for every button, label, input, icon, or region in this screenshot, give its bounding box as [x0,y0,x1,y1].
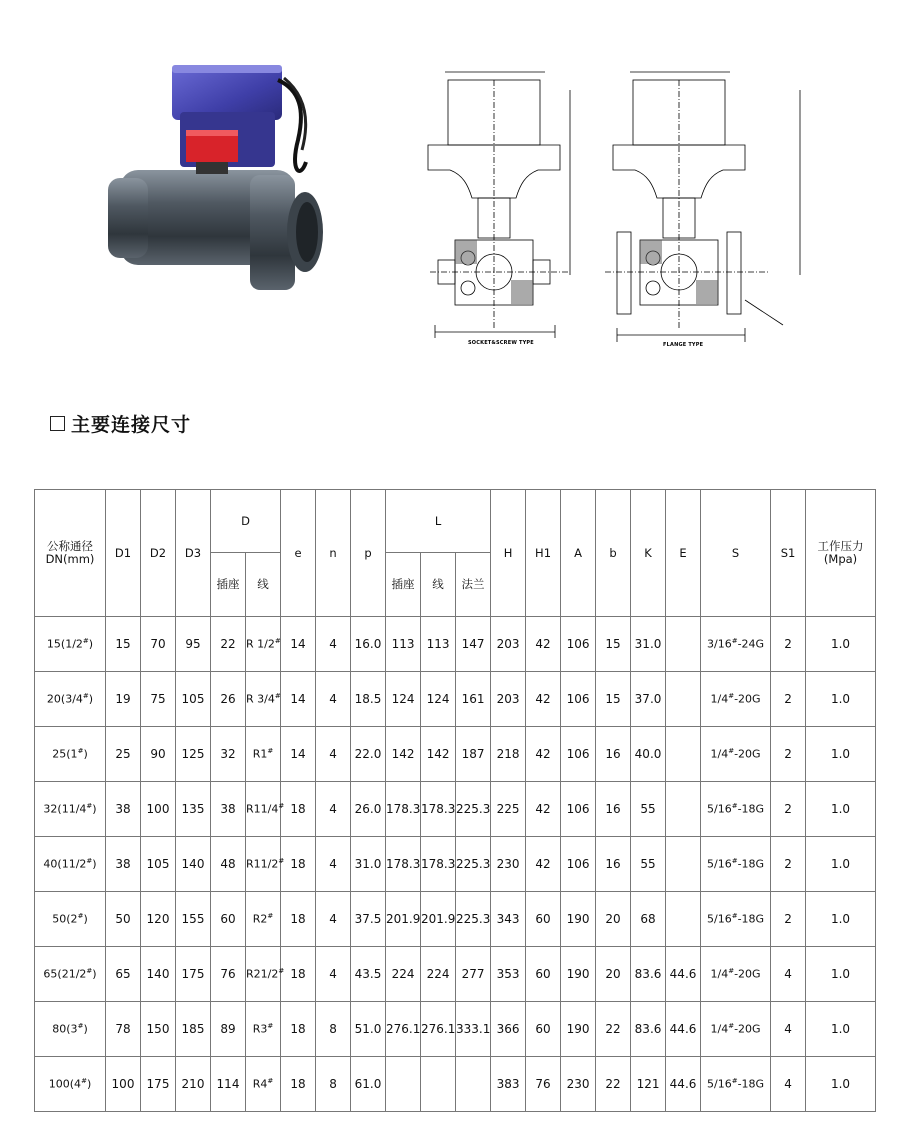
cell-d2: 90 [141,727,176,782]
cell-n: 4 [316,617,351,672]
table-row [35,892,876,947]
cell-h1: 60 [526,947,561,1002]
header-l-flange: 法兰 [456,553,491,617]
cell-p: 31.0 [351,837,386,892]
header-d-thread: 线 [246,553,281,617]
cell-e: 18 [281,782,316,837]
cell-d1: 50 [106,892,141,947]
cell-p: 22.0 [351,727,386,782]
cell-ls: 113 [386,617,421,672]
cell-h1: 76 [526,1057,561,1112]
cell-ee [666,672,701,727]
table-row [35,947,876,1002]
cell-h1: 42 [526,727,561,782]
cell-h: 218 [491,727,526,782]
cell-pr: 1.0 [806,727,876,782]
cell-k: 37.0 [631,672,666,727]
cell-dn: 20(3/4#) [35,672,106,727]
socket-screw-type-drawing [420,60,590,350]
cell-d2: 105 [141,837,176,892]
cell-lt: 201.9 [421,892,456,947]
cell-lt: 224 [421,947,456,1002]
cell-lf: 187 [456,727,491,782]
cell-a: 230 [561,1057,596,1112]
cell-p: 51.0 [351,1002,386,1057]
cell-a: 190 [561,1002,596,1057]
cell-h: 383 [491,1057,526,1112]
cell-lf: 333.1 [456,1002,491,1057]
cell-d1: 25 [106,727,141,782]
cell-ds: 48 [211,837,246,892]
cell-d3: 135 [176,782,211,837]
cell-d3: 105 [176,672,211,727]
cell-lf: 161 [456,672,491,727]
cell-d1: 100 [106,1057,141,1112]
cell-k: 83.6 [631,1002,666,1057]
cell-s1: 4 [771,947,806,1002]
cell-lf: 225.3 [456,837,491,892]
cell-k: 55 [631,837,666,892]
cell-pr: 1.0 [806,837,876,892]
cell-pr: 1.0 [806,782,876,837]
valve-product-photo [100,50,330,300]
cell-b: 15 [596,672,631,727]
cell-dt: R4# [246,1057,281,1112]
cell-s: 5/16#-18G [701,892,771,947]
cell-p: 61.0 [351,1057,386,1112]
cell-pr: 1.0 [806,947,876,1002]
cell-dt: R3# [246,1002,281,1057]
cell-d3: 95 [176,617,211,672]
header-d: D [211,490,281,553]
cell-h1: 42 [526,837,561,892]
cell-h1: 60 [526,1002,561,1057]
cell-pr: 1.0 [806,1002,876,1057]
cell-n: 4 [316,727,351,782]
cell-dt: R11/2# [246,837,281,892]
cell-h: 203 [491,617,526,672]
cell-b: 16 [596,782,631,837]
cell-pr: 1.0 [806,1057,876,1112]
cell-ee: 44.6 [666,1002,701,1057]
header-e-upper: E [666,490,701,617]
table-row [35,782,876,837]
cell-a: 106 [561,727,596,782]
cell-s: 5/16#-18G [701,1057,771,1112]
cell-s1: 2 [771,837,806,892]
cell-h: 230 [491,837,526,892]
cell-ds: 60 [211,892,246,947]
cell-e: 18 [281,1002,316,1057]
cell-ls: 178.3 [386,782,421,837]
cell-ee [666,617,701,672]
cell-lt: 124 [421,672,456,727]
cell-dn: 40(11/2#) [35,837,106,892]
cell-h1: 42 [526,617,561,672]
cell-e: 14 [281,727,316,782]
cell-p: 26.0 [351,782,386,837]
header-d3: D3 [176,490,211,617]
cell-s1: 2 [771,892,806,947]
header-l: L [386,490,491,553]
cell-lf [456,1057,491,1112]
cell-k: 55 [631,782,666,837]
cell-s: 1/4#-20G [701,1002,771,1057]
cell-n: 8 [316,1002,351,1057]
header-b: b [596,490,631,617]
cell-s1: 2 [771,782,806,837]
cell-h1: 42 [526,782,561,837]
cell-s1: 4 [771,1002,806,1057]
cell-ee: 44.6 [666,947,701,1002]
header-h1: H1 [526,490,561,617]
cell-ds: 38 [211,782,246,837]
cell-h: 343 [491,892,526,947]
cell-e: 14 [281,672,316,727]
cell-dn: 25(1#) [35,727,106,782]
cell-lf: 277 [456,947,491,1002]
cell-s: 5/16#-18G [701,782,771,837]
cell-a: 106 [561,837,596,892]
cell-s1: 2 [771,617,806,672]
cell-n: 4 [316,892,351,947]
cell-d3: 210 [176,1057,211,1112]
cell-s: 3/16#-24G [701,617,771,672]
header-h: H [491,490,526,617]
cell-b: 16 [596,727,631,782]
flange-type-drawing [605,60,815,350]
header-l-socket: 插座 [386,553,421,617]
cell-ds: 26 [211,672,246,727]
cell-dn: 32(11/4#) [35,782,106,837]
cell-ds: 32 [211,727,246,782]
cell-s: 1/4#-20G [701,727,771,782]
header-s: S [701,490,771,617]
table-row [35,1057,876,1112]
flange-type-caption: FLANGE TYPE [663,342,704,348]
cell-h1: 60 [526,892,561,947]
cell-n: 4 [316,672,351,727]
socket-screw-caption: SOCKET&SCREW TYPE [468,340,534,346]
cell-dt: R21/2# [246,947,281,1002]
cell-lt: 276.1 [421,1002,456,1057]
cell-ee [666,837,701,892]
cell-dn: 100(4#) [35,1057,106,1112]
cell-dn: 65(21/2#) [35,947,106,1002]
cell-ls: 276.1 [386,1002,421,1057]
table-row [35,672,876,727]
cell-b: 20 [596,892,631,947]
cell-b: 16 [596,837,631,892]
cell-n: 4 [316,782,351,837]
cell-lt: 113 [421,617,456,672]
cell-ls: 124 [386,672,421,727]
dimensions-table [34,489,876,1112]
header-pressure: 工作压力 (Mpa) [806,490,876,617]
cell-pr: 1.0 [806,892,876,947]
cell-a: 106 [561,617,596,672]
cell-ls: 142 [386,727,421,782]
cell-a: 190 [561,947,596,1002]
cell-ls: 178.3 [386,837,421,892]
cell-e: 18 [281,892,316,947]
cell-d1: 15 [106,617,141,672]
cell-p: 43.5 [351,947,386,1002]
cell-ee [666,782,701,837]
cell-d3: 140 [176,837,211,892]
cell-e: 14 [281,617,316,672]
cell-k: 40.0 [631,727,666,782]
cell-d2: 175 [141,1057,176,1112]
cell-d2: 150 [141,1002,176,1057]
header-l-thread: 线 [421,553,456,617]
cell-k: 68 [631,892,666,947]
cell-h: 366 [491,1002,526,1057]
header-d1: D1 [106,490,141,617]
cell-p: 18.5 [351,672,386,727]
cell-d1: 78 [106,1002,141,1057]
header-d-socket: 插座 [211,553,246,617]
cell-k: 31.0 [631,617,666,672]
cell-a: 190 [561,892,596,947]
cell-ls: 201.9 [386,892,421,947]
cell-h: 203 [491,672,526,727]
cell-pr: 1.0 [806,617,876,672]
checkbox-square-icon [50,416,65,431]
cell-s1: 2 [771,727,806,782]
cell-dt: R1# [246,727,281,782]
cell-k: 83.6 [631,947,666,1002]
cell-ee [666,892,701,947]
cell-d3: 125 [176,727,211,782]
header-s1: S1 [771,490,806,617]
cell-k: 121 [631,1057,666,1112]
cell-lf: 147 [456,617,491,672]
table-row [35,617,876,672]
cell-dn: 50(2#) [35,892,106,947]
cell-a: 106 [561,672,596,727]
cell-ls [386,1057,421,1112]
cell-h: 225 [491,782,526,837]
cell-d1: 19 [106,672,141,727]
header-n: n [316,490,351,617]
cell-d2: 120 [141,892,176,947]
cell-d3: 185 [176,1002,211,1057]
header-dn: 公称通径 DN(mm) [35,490,106,617]
cell-ls: 224 [386,947,421,1002]
cell-ds: 76 [211,947,246,1002]
cell-p: 37.5 [351,892,386,947]
cell-h1: 42 [526,672,561,727]
cell-d2: 70 [141,617,176,672]
cell-lt: 178.3 [421,837,456,892]
header-e: e [281,490,316,617]
cell-lf: 225.3 [456,892,491,947]
cell-d2: 100 [141,782,176,837]
cell-h: 353 [491,947,526,1002]
cell-ee [666,727,701,782]
cell-ee: 44.6 [666,1057,701,1112]
cell-dn: 80(3#) [35,1002,106,1057]
cell-lt [421,1057,456,1112]
cell-ds: 22 [211,617,246,672]
cell-d1: 38 [106,782,141,837]
cell-lt: 142 [421,727,456,782]
cell-s: 1/4#-20G [701,947,771,1002]
cell-s1: 4 [771,1057,806,1112]
cell-s1: 2 [771,672,806,727]
cell-dn: 15(1/2#) [35,617,106,672]
header-k: K [631,490,666,617]
cell-d3: 175 [176,947,211,1002]
header-a: A [561,490,596,617]
cell-ds: 89 [211,1002,246,1057]
cell-s: 5/16#-18G [701,837,771,892]
cell-dt: R11/4# [246,782,281,837]
cell-s: 1/4#-20G [701,672,771,727]
cell-e: 18 [281,837,316,892]
cell-n: 4 [316,837,351,892]
cell-lt: 178.3 [421,782,456,837]
cell-n: 4 [316,947,351,1002]
cell-b: 22 [596,1057,631,1112]
cell-ds: 114 [211,1057,246,1112]
section-title-text: 主要连接尺寸 [71,414,192,436]
cell-dt: R 3/4# [246,672,281,727]
cell-pr: 1.0 [806,672,876,727]
cell-a: 106 [561,782,596,837]
header-d2: D2 [141,490,176,617]
cell-d2: 140 [141,947,176,1002]
cell-n: 8 [316,1057,351,1112]
cell-d1: 38 [106,837,141,892]
cell-dt: R 1/2# [246,617,281,672]
table-row [35,727,876,782]
cell-b: 15 [596,617,631,672]
section-title [50,410,191,437]
header-p: p [351,490,386,617]
cell-e: 18 [281,947,316,1002]
cell-b: 22 [596,1002,631,1057]
cell-p: 16.0 [351,617,386,672]
table-body [35,617,876,1112]
cell-d2: 75 [141,672,176,727]
cell-b: 20 [596,947,631,1002]
cell-e: 18 [281,1057,316,1112]
table-row [35,1002,876,1057]
cell-d3: 155 [176,892,211,947]
cell-d1: 65 [106,947,141,1002]
cell-lf: 225.3 [456,782,491,837]
table-row [35,837,876,892]
cell-dt: R2# [246,892,281,947]
